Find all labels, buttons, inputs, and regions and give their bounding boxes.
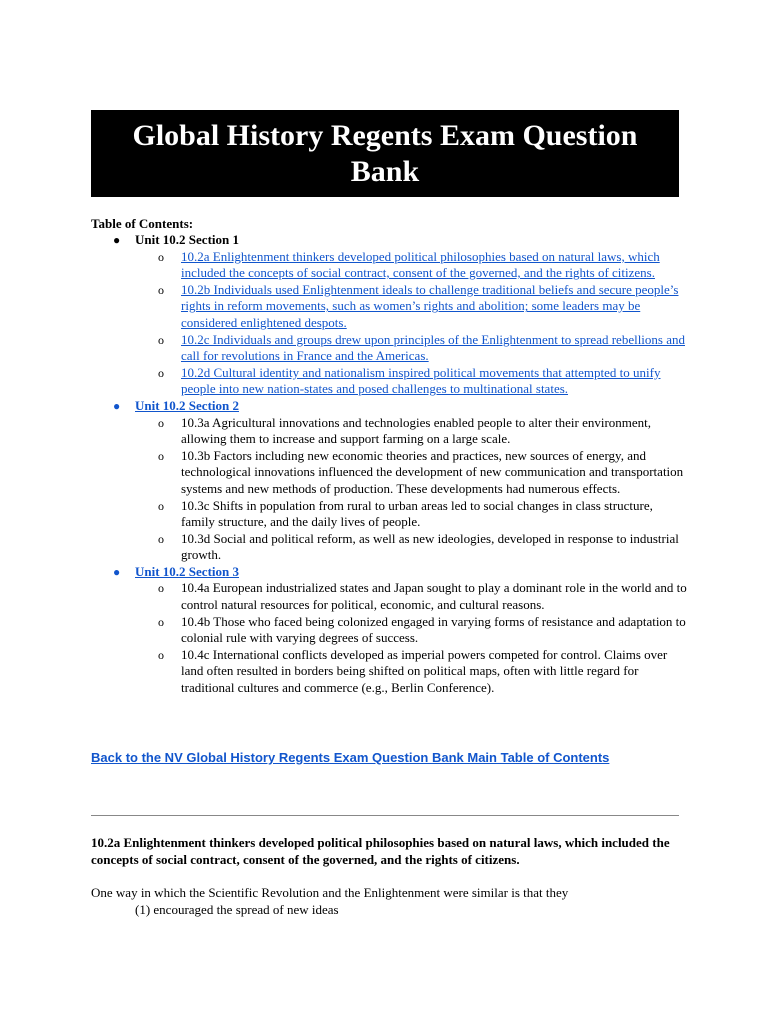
circle-bullet-icon: o (158, 647, 164, 662)
toc-link-10-2d[interactable]: o 10.2d Cultural identity and nationalism inspired political movements that attempted to unify people into new nation-states and posed challenges to multinational states. (158, 364, 661, 397)
toc-item-10-4b: o 10.4b Those who faced being colonized engaged in varying forms of resistance and adaptation to colonial rule with varying degrees of success. (158, 613, 686, 646)
toc-link-10-2c[interactable]: o 10.2c Individuals and groups drew upon principles of the Enlightenment to spread rebellions and call for revolutions in France and the Americas. (158, 331, 685, 364)
circle-bullet-icon: o (158, 332, 164, 347)
toc-unit-1 (91, 232, 691, 249)
back-to-main-toc-link[interactable]: Back to the NV Global History Regents Exam Question Bank Main Table of Contents (91, 750, 610, 765)
horizontal-divider (91, 815, 679, 816)
toc-link-10-2b[interactable]: o 10.2b Individuals used Enlightenment ideals to challenge traditional beliefs and secure people’s rights in reform movements, such as women’s rights and abolition; some leaders may be considered enlightened despots. (158, 281, 679, 330)
question-text: One way in which the Scientific Revolution and the Enlightenment were similar is that they (91, 885, 569, 900)
toc-item-10-4a: o 10.4a European industrialized states and Japan sought to play a dominant role in the world and to control natural resources for political, economic, and cultural reasons. (158, 580, 687, 613)
section-heading: 10.2a Enlightenment thinkers developed political philosophies based on natural laws, which included the concepts of social contract, consent of the governed, and the rights of citizens. (91, 835, 670, 867)
circle-bullet-icon: o (158, 415, 164, 430)
toc-item-10-3b: o 10.3b Factors including new economic theories and practices, new sources of energy, and technological innovations influenced the development of new communication and transportation systems and new methods of production. These developments had numerous effects. (158, 447, 684, 496)
circle-bullet-icon: o (158, 448, 164, 463)
toc-item-10-4c: o 10.4c International conflicts developed as imperial powers competed for control. Claims over land often resulted in borders being shifted on political maps, often with little regard for traditional cultures and commerce (e.g., Berlin Conference). (158, 646, 668, 696)
toc-unit-1-label: Unit 10.2 Section 1 (135, 232, 239, 247)
circle-bullet-icon: o (158, 531, 164, 546)
toc-item-10-3c: o 10.3c Shifts in population from rural to urban areas led to social changes in class structure, family structure, and the daily lives of people. (158, 497, 653, 530)
bullet-icon: ● (113, 233, 121, 247)
toc-item-10-3d: o 10.3d Social and political reform, as well as new ideologies, developed in response to industrial growth. (158, 530, 679, 563)
toc-unit-2[interactable] (91, 398, 691, 415)
circle-bullet-icon: o (158, 581, 164, 596)
circle-bullet-icon: o (158, 282, 164, 297)
answer-choice-1: (1) encouraged the spread of new ideas (135, 902, 339, 917)
toc-unit-2-items (91, 415, 691, 564)
toc-heading: Table of Contents: (91, 216, 194, 231)
table-of-contents (91, 232, 691, 697)
toc-unit-3-items (91, 580, 691, 696)
circle-bullet-icon: o (158, 614, 164, 629)
circle-bullet-icon: o (158, 249, 164, 264)
toc-unit-1-items (91, 249, 691, 398)
page-title: Global History Regents Exam Question Bank (132, 118, 638, 188)
circle-bullet-icon: o (158, 365, 164, 380)
toc-unit-2-link[interactable]: Unit 10.2 Section 2 (135, 397, 239, 413)
toc-unit-3-link[interactable]: Unit 10.2 Section 3 (135, 563, 239, 579)
bullet-icon: ● (113, 398, 121, 413)
toc-item-10-3a: o 10.3a Agricultural innovations and technologies enabled people to alter their environment, allowing them to increase and support farming on a large scale. (158, 414, 652, 447)
bullet-icon: ● (113, 564, 121, 579)
toc-unit-3[interactable] (91, 564, 691, 581)
toc-link-10-2a[interactable]: o 10.2a Enlightenment thinkers developed political philosophies based on natural laws, which included the concepts of social contract, consent of the governed, and the rights of citizens. (158, 248, 660, 281)
title-banner (91, 110, 679, 197)
circle-bullet-icon: o (158, 498, 164, 513)
